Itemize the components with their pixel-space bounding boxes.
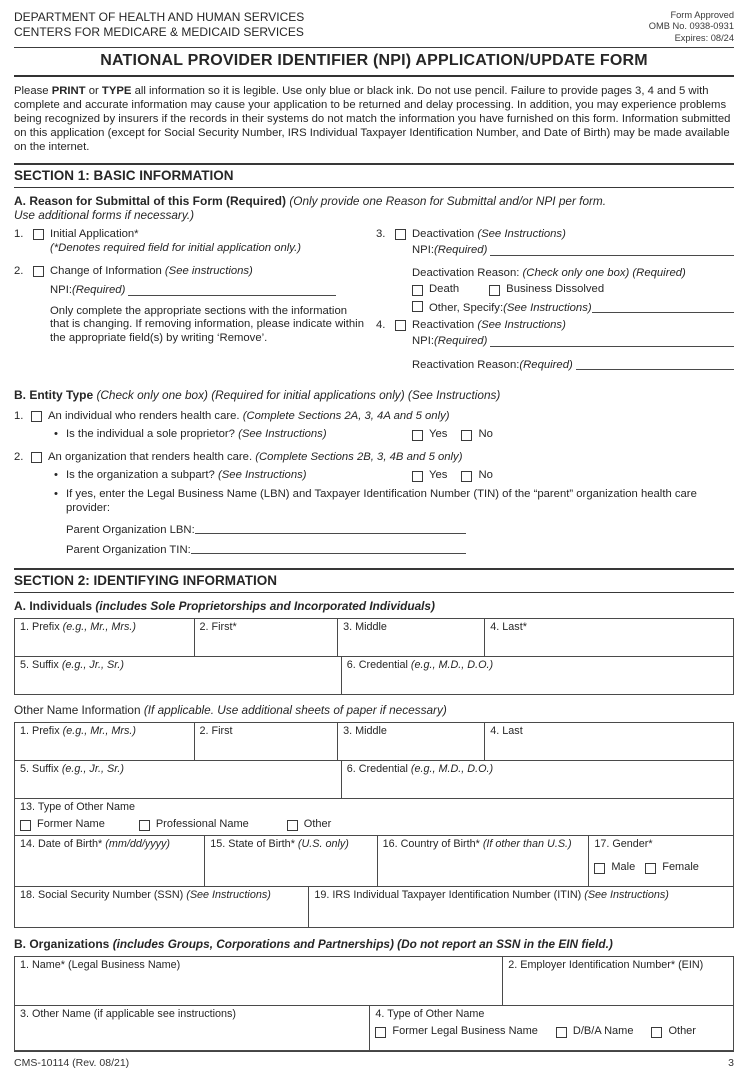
section2-b-heading: B. Organizations (includes Groups, Corporations and Partnerships) (Do not report an SSN in the EIN field.) — [14, 936, 613, 951]
gender-cell: 17. Gender* Male Female — [589, 836, 733, 886]
deactivation-label: Deactivation (See Instructions) — [412, 228, 566, 241]
section2-header-bar: SECTION 2: IDENTIFYING INFORMATION — [14, 568, 734, 593]
initial-application-label: Initial Application* — [50, 228, 139, 241]
checkbox-entity-individual[interactable] — [31, 411, 42, 422]
checkbox-male[interactable] — [594, 863, 605, 874]
org-type-of-other-name-cell: 4. Type of Other Name Former Legal Business Name D/B/A Name Other — [370, 1006, 733, 1050]
reactivation-reason-field: Reactivation Reason: (Required) — [412, 359, 734, 373]
checkbox-change-of-information[interactable] — [33, 266, 44, 277]
parent-lbn-input-line[interactable] — [195, 533, 466, 534]
checkbox-former-name[interactable] — [20, 820, 31, 831]
form-header — [14, 10, 734, 44]
other-name-heading: Other Name Information (If applicable. Use additional sheets of paper if necessary) — [14, 702, 447, 717]
department-line: DEPARTMENT OF HEALTH AND HUMAN SERVICES — [14, 10, 305, 24]
checkbox-reactivation[interactable] — [395, 320, 406, 331]
country-of-birth-cell[interactable]: 16. Country of Birth* (If other than U.S.) — [378, 836, 590, 886]
entity-type-individual: 1. An individual who renders health care. (Complete Sections 2A, 3, 4A and 5 only) — [14, 410, 450, 423]
checkbox-other-specify[interactable] — [412, 301, 423, 312]
deactivation-reason-options: Death Business Dissolved — [412, 283, 734, 297]
org-type-of-other-name-options: Former Legal Business Name D/B/A Name Other — [375, 1025, 728, 1038]
last-name-cell[interactable]: 4. Last* — [490, 620, 527, 633]
expires-date: Expires: 08/24 — [674, 32, 734, 43]
other-first-name-cell[interactable]: 2. First — [195, 723, 339, 760]
checkbox-death[interactable] — [412, 285, 423, 296]
change-instructions-text: Only complete the appropriate sections with the information that is changing. If removing information, please indicate within the appropriate field(s) by writing ‘Remove’. — [50, 304, 364, 344]
bullet-icon: • — [54, 427, 58, 440]
change-of-information-label: Change of Information (See instructions) — [50, 264, 253, 277]
ssn-cell[interactable]: 18. Social Security Number (SSN) (See Instructions) — [15, 887, 309, 927]
prefix-cell[interactable]: 1. Prefix (e.g., Mr., Mrs.) — [15, 619, 195, 656]
checkbox-org-other[interactable] — [651, 1027, 662, 1038]
section1-b-heading: B. Entity Type (Check only one box) (Required for initial applications only) (See Instructions) — [14, 388, 501, 403]
other-specify-input-line[interactable] — [592, 312, 734, 313]
npi-field-deactivation: NPI: (Required) — [412, 244, 734, 258]
suffix-cell[interactable]: 5. Suffix (e.g., Jr., Sr.) — [15, 657, 342, 694]
other-prefix-cell[interactable]: 1. Prefix (e.g., Mr., Mrs.) — [15, 723, 195, 760]
npi-input-line-change[interactable] — [128, 295, 336, 296]
gender-options: Male Female — [594, 861, 728, 874]
reason-reactivation: 4. Reactivation (See Instructions) NPI: (Required) Reactivation Reason: (Required) — [376, 319, 734, 372]
itin-cell[interactable]: 19. IRS Individual Taxpayer Identification Number (ITIN) (See Instructions) — [314, 888, 669, 901]
npi-field-reactivation: NPI: (Required) — [412, 335, 734, 349]
reason-change-of-information: 2. Change of Information (See instructions) NPI: (Required) Only complete the appropriate sections with the information that is changing. If removing information, please indicate within the appropriate field(s) by writing ‘Remove’. — [14, 264, 364, 344]
checkbox-sole-proprietor-no[interactable] — [461, 430, 472, 441]
parent-tin-field: Parent Organization TIN: — [66, 544, 466, 556]
type-of-other-name-cell: 13. Type of Other Name Former Name Professional Name Other — [15, 799, 733, 835]
deactivation-reason-label: Deactivation Reason: (Check only one box) (Required) — [412, 266, 686, 279]
agency-line: CENTERS FOR MEDICARE & MEDICAID SERVICES — [14, 24, 304, 39]
other-credential-cell[interactable]: 6. Credential (e.g., M.D., D.O.) — [346, 762, 494, 775]
bullet-icon: • — [54, 468, 58, 481]
bullet-icon: • — [54, 488, 58, 501]
checkbox-subpart-no[interactable] — [461, 471, 472, 482]
other-suffix-cell[interactable]: 5. Suffix (e.g., Jr., Sr.) — [15, 761, 342, 798]
checkbox-business-dissolved[interactable] — [489, 285, 500, 296]
form-approved-label: Form Approved — [670, 10, 734, 20]
entity-type-organization: 2. An organization that renders health care. (Complete Sections 2B, 3, 4B and 5 only) — [14, 451, 463, 464]
reason-deactivation: 3. Deactivation (See Instructions) NPI: (Required) Deactivation Reason: (Check only one box) (Required) Death Business Dissolved Other, Specify: (See Instructions) — [376, 228, 734, 315]
checkbox-other-name-type[interactable] — [287, 820, 298, 831]
subpart-question: • Is the organization a subpart? (See Instructions) Yes No — [54, 468, 493, 481]
date-of-birth-cell[interactable]: 14. Date of Birth* (mm/dd/yyyy) — [15, 836, 205, 886]
reactivation-label: Reactivation (See Instructions) — [412, 319, 566, 332]
checkbox-entity-organization[interactable] — [31, 452, 42, 463]
parent-lbn-field: Parent Organization LBN: — [66, 524, 466, 536]
page-footer — [14, 1051, 734, 1069]
reason-for-submittal-columns — [14, 228, 734, 381]
section1-a-heading: A. Reason for Submittal of this Form (Required) (Only provide one Reason for Submittal and/or NPI per form. Use additional forms if necessary.) — [14, 194, 607, 223]
checkbox-sole-proprietor-yes[interactable] — [412, 430, 423, 441]
individuals-name-table — [14, 618, 734, 695]
section2-a-heading: A. Individuals (includes Sole Proprietorships and Incorporated Individuals) — [14, 598, 435, 613]
section1-header-bar: SECTION 1: BASIC INFORMATION — [14, 163, 734, 188]
checkbox-initial-application[interactable] — [33, 229, 44, 240]
title-divider — [14, 75, 734, 77]
sole-proprietor-question: • Is the individual a sole proprietor? (See Instructions) Yes No — [54, 427, 493, 440]
checkbox-female[interactable] — [645, 863, 656, 874]
omb-approval-block — [649, 10, 734, 44]
other-middle-name-cell[interactable]: 3. Middle — [338, 723, 485, 760]
npi-input-line-deactivation[interactable] — [490, 255, 734, 256]
checkbox-former-legal-business-name[interactable] — [375, 1027, 386, 1038]
credential-cell[interactable]: 6. Credential (e.g., M.D., D.O.) — [346, 658, 494, 671]
checkbox-dba-name[interactable] — [556, 1027, 567, 1038]
type-of-other-name-options: Former Name Professional Name Other — [20, 818, 728, 831]
parent-tin-input-line[interactable] — [191, 553, 466, 554]
org-legal-business-name-cell[interactable]: 1. Name* (Legal Business Name) — [15, 957, 503, 1005]
middle-name-cell[interactable]: 3. Middle — [338, 619, 485, 656]
checkbox-deactivation[interactable] — [395, 229, 406, 240]
other-last-name-cell[interactable]: 4. Last — [490, 724, 523, 737]
org-other-name-cell[interactable]: 3. Other Name (if applicable see instructions) — [15, 1006, 370, 1050]
other-name-table — [14, 722, 734, 928]
reason-initial-application: 1. Initial Application* (*Denotes required field for initial application only.) — [14, 228, 364, 255]
checkbox-subpart-yes[interactable] — [412, 471, 423, 482]
npi-input-line-reactivation[interactable] — [490, 346, 734, 347]
omb-number: OMB No. 0938-0931 — [648, 21, 734, 32]
parent-organization-note: • If yes, enter the Legal Business Name (LBN) and Taxpayer Identification Number (TIN) of the “parent” organization health care provider: — [54, 488, 697, 515]
ein-cell[interactable]: 2. Employer Identification Number* (EIN) — [508, 958, 704, 971]
required-field-note: (*Denotes required field for initial application only.) — [50, 241, 301, 254]
first-name-cell[interactable]: 2. First* — [195, 619, 339, 656]
state-of-birth-cell[interactable]: 15. State of Birth* (U.S. only) — [205, 836, 377, 886]
page-number: 3 — [728, 1056, 734, 1069]
checkbox-professional-name[interactable] — [139, 820, 150, 831]
intro-paragraph: Please PRINT or TYPE all information so it is legible. Use only blue or black ink. Do not use pencil. Failure to provide pages 3, 4 and 5 with complete and accurate information may cause your application to be returned and delay processing. In addition, you may experience problems being recognized by insurers if the records in their systems do not match the information you have furnished on this form. Information submitted on this application (except for Social Security Number, IRS Individual Taxpayer Identification Number, and Date of Birth) may be made available on the internet. — [14, 84, 731, 154]
reactivation-reason-input-line[interactable] — [576, 369, 734, 370]
organizations-table — [14, 956, 734, 1051]
deactivation-other-option: Other, Specify: (See Instructions) — [412, 300, 734, 316]
npi-field-change: NPI: (Required) — [50, 284, 364, 298]
form-title: NATIONAL PROVIDER IDENTIFIER (NPI) APPLICATION/UPDATE FORM — [100, 51, 648, 69]
form-number: CMS-10114 (Rev. 08/21) — [14, 1056, 130, 1069]
